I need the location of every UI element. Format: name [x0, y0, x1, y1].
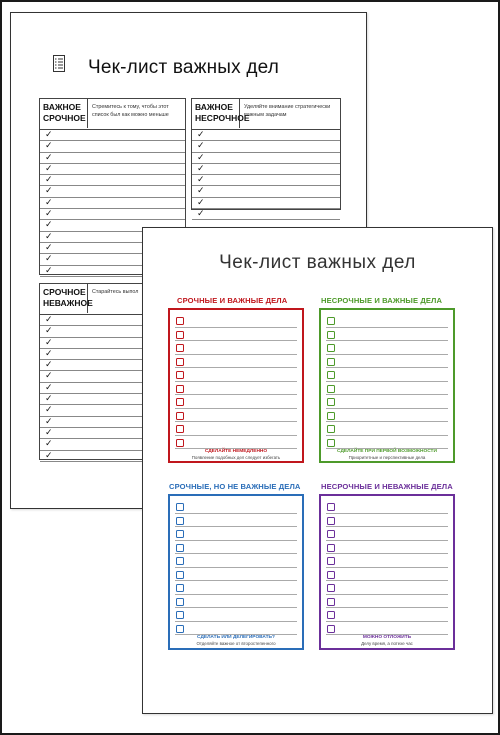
checkmark-icon: ✓	[45, 162, 53, 173]
checkmark-icon: ✓	[45, 151, 53, 162]
checkbox-icon[interactable]	[176, 371, 184, 379]
checklist-row	[40, 198, 185, 209]
front-sheet	[142, 227, 493, 714]
checkmark-icon: ✓	[45, 253, 53, 264]
quadrant-not-urgent-not-important	[319, 494, 455, 650]
back-quadrant-important-not-urgent	[191, 98, 341, 219]
checkmark-icon: ✓	[45, 347, 53, 358]
checklist-row	[192, 175, 340, 186]
checklist-row	[192, 164, 340, 175]
checklist-row	[40, 153, 185, 164]
checklist-row	[175, 581, 297, 595]
checklist-row	[175, 595, 297, 609]
checkbox-icon[interactable]	[327, 385, 335, 393]
checklist-row	[326, 568, 448, 582]
checkbox-icon[interactable]	[327, 425, 335, 433]
checklist-row	[175, 314, 297, 328]
checklist-row	[40, 164, 185, 175]
checkmark-icon: ✓	[197, 151, 205, 162]
checklist-row	[40, 175, 185, 186]
quadrant-label-urgent-not-important: СРОЧНЫЕ, НО НЕ ВАЖНЫЕ ДЕЛА	[169, 482, 301, 491]
quadrant-title: ВАЖНОЕ НЕСРОЧНОЕ	[195, 99, 240, 128]
quadrant-footer-title: МОЖНО ОТЛОЖИТЬ	[362, 635, 412, 640]
front-sheet-title: Чек-лист важных дел	[219, 252, 416, 273]
checkmark-icon: ✓	[45, 381, 53, 392]
checkbox-icon[interactable]	[327, 530, 335, 538]
quadrant-footer-subtitle: Отделяйте важное от второстепенного	[196, 641, 276, 646]
checklist-row	[175, 500, 297, 514]
quadrant-description: Стремитесь к тому, чтобы этот список был как можно меньше	[92, 104, 169, 118]
checkbox-icon[interactable]	[176, 611, 184, 619]
checkbox-icon[interactable]	[327, 625, 335, 633]
checklist-row	[326, 554, 448, 568]
checkbox-icon[interactable]	[327, 611, 335, 619]
checklist-row	[326, 328, 448, 342]
checklist-rows	[326, 500, 448, 635]
checkmark-icon: ✓	[45, 393, 53, 404]
checklist-row	[175, 341, 297, 355]
checklist-row	[175, 368, 297, 382]
checkmark-icon: ✓	[197, 185, 205, 196]
checklist-row	[326, 581, 448, 595]
checkmark-icon: ✓	[45, 438, 53, 449]
checklist-row	[326, 608, 448, 622]
checkbox-icon[interactable]	[176, 331, 184, 339]
checklist-row	[40, 141, 185, 152]
checkbox-icon[interactable]	[327, 571, 335, 579]
checkbox-icon[interactable]	[327, 331, 335, 339]
checkbox-icon[interactable]	[327, 412, 335, 420]
checklist-row	[326, 368, 448, 382]
checklist-row	[326, 355, 448, 369]
checkbox-icon[interactable]	[176, 385, 184, 393]
checklist-row	[175, 514, 297, 528]
checklist-row	[326, 541, 448, 555]
checkmark-icon: ✓	[45, 219, 53, 230]
checkmark-icon: ✓	[45, 404, 53, 415]
document-list-icon	[53, 55, 65, 72]
checkmark-icon: ✓	[45, 314, 53, 324]
checklist-row	[192, 153, 340, 164]
checkmark-icon: ✓	[45, 264, 53, 275]
checkbox-icon[interactable]	[176, 425, 184, 433]
checkmark-icon: ✓	[45, 140, 53, 151]
checkbox-icon[interactable]	[176, 317, 184, 325]
quadrant-label-important-not-urgent: НЕСРОЧНЫЕ И ВАЖНЫЕ ДЕЛА	[321, 296, 443, 305]
checklist-row	[175, 328, 297, 342]
checklist-row	[175, 422, 297, 436]
checkmark-icon: ✓	[45, 370, 53, 381]
checkmark-icon: ✓	[45, 325, 53, 336]
checklist-rows	[175, 314, 297, 449]
checkbox-icon[interactable]	[176, 571, 184, 579]
checklist-rows	[175, 500, 297, 635]
checkbox-icon[interactable]	[176, 358, 184, 366]
checklist-row	[326, 527, 448, 541]
checklist-row	[40, 209, 185, 220]
quadrant-label-not-urgent-not-important: НЕСРОЧНЫЕ И НЕВАЖНЫЕ ДЕЛА	[321, 482, 453, 491]
checklist-row	[326, 382, 448, 396]
checklist-row	[326, 395, 448, 409]
checklist-row	[175, 568, 297, 582]
checklist-rows	[326, 314, 448, 449]
checklist-row	[326, 422, 448, 436]
checklist-rows	[192, 130, 340, 220]
checklist-row	[326, 314, 448, 328]
checkbox-icon[interactable]	[327, 517, 335, 525]
checklist-row	[175, 436, 297, 450]
checkmark-icon: ✓	[45, 185, 53, 196]
checkmark-icon: ✓	[45, 208, 53, 219]
quadrant-description: Старайтесь выпол	[92, 289, 139, 295]
checklist-row	[175, 355, 297, 369]
checkmark-icon: ✓	[197, 174, 205, 185]
checkmark-icon: ✓	[197, 196, 205, 207]
quadrant-title: ВАЖНОЕ СРОЧНОЕ	[43, 99, 88, 128]
checkmark-icon: ✓	[197, 129, 205, 139]
checkbox-icon[interactable]	[327, 557, 335, 565]
checklist-row	[192, 130, 340, 141]
checklist-row	[175, 382, 297, 396]
checkmark-icon: ✓	[45, 359, 53, 370]
checklist-row	[192, 198, 340, 209]
quadrant-footer-title: СДЕЛАТЬ ИЛИ ДЕЛЕГИРОВАТЬ?	[197, 635, 275, 640]
checkbox-icon[interactable]	[327, 598, 335, 606]
checkmark-icon: ✓	[45, 241, 53, 252]
checkbox-icon[interactable]	[327, 398, 335, 406]
checkbox-icon[interactable]	[176, 503, 184, 511]
checkbox-icon[interactable]	[176, 584, 184, 592]
checklist-row	[326, 595, 448, 609]
checkbox-icon[interactable]	[327, 371, 335, 379]
checklist-row	[175, 409, 297, 423]
checkbox-icon[interactable]	[327, 503, 335, 511]
checkmark-icon: ✓	[45, 336, 53, 347]
quadrant-footer-title: СДЕЛАЙТЕ НЕМЕДЛЕННО	[204, 449, 268, 454]
back-sheet-title: Чек-лист важных дел	[88, 57, 280, 78]
checklist-row	[326, 341, 448, 355]
checklist-row	[192, 141, 340, 152]
checklist-row	[326, 409, 448, 423]
checklist-row	[40, 186, 185, 197]
checklist-row	[175, 622, 297, 636]
checkbox-icon[interactable]	[176, 439, 184, 447]
checkbox-icon[interactable]	[176, 412, 184, 420]
quadrant-footer-subtitle: Появление подобных дел следует избегать	[191, 455, 281, 460]
checklist-row	[175, 554, 297, 568]
quadrant-description: Уделяйте внимание стратегически важным задачам	[244, 104, 331, 118]
quadrant-urgent-not-important	[168, 494, 304, 650]
checkmark-icon: ✓	[197, 208, 205, 219]
checkbox-icon[interactable]	[327, 358, 335, 366]
quadrant-footer-subtitle: Приоритетные и перспективные дела	[348, 455, 426, 460]
checklist-row	[175, 527, 297, 541]
checkbox-icon[interactable]	[176, 517, 184, 525]
quadrant-footer-subtitle: Делу время, а потехе час	[361, 641, 413, 646]
checkmark-icon: ✓	[45, 129, 53, 139]
checkbox-icon[interactable]	[176, 344, 184, 352]
checkmark-icon: ✓	[45, 415, 53, 426]
quadrant-title: СРОЧНОЕ НЕВАЖНОЕ	[43, 284, 88, 313]
checkmark-icon: ✓	[45, 230, 53, 241]
checkbox-icon[interactable]	[327, 317, 335, 325]
checklist-row	[192, 186, 340, 197]
checklist-row	[175, 541, 297, 555]
quadrant-label-urgent-important: СРОЧНЫЕ И ВАЖНЫЕ ДЕЛА	[177, 296, 288, 305]
checkbox-icon[interactable]	[176, 544, 184, 552]
checklist-row	[175, 608, 297, 622]
checkbox-icon[interactable]	[327, 344, 335, 352]
checklist-row	[192, 209, 340, 220]
checkmark-icon: ✓	[45, 196, 53, 207]
checklist-row	[326, 436, 448, 450]
checkbox-icon[interactable]	[176, 625, 184, 633]
checklist-row	[326, 514, 448, 528]
quadrant-urgent-important	[168, 308, 304, 463]
checklist-row	[40, 130, 185, 141]
checkbox-icon[interactable]	[176, 557, 184, 565]
checkmark-icon: ✓	[45, 449, 53, 460]
quadrant-important-not-urgent	[319, 308, 455, 463]
checkmark-icon: ✓	[197, 162, 205, 173]
checklist-row	[326, 622, 448, 636]
checkbox-icon[interactable]	[327, 544, 335, 552]
checkbox-icon[interactable]	[327, 439, 335, 447]
checkbox-icon[interactable]	[176, 530, 184, 538]
checklist-row	[326, 500, 448, 514]
checkbox-icon[interactable]	[176, 398, 184, 406]
quadrant-footer-title: СДЕЛАЙТЕ ПРИ ПЕРВОЙ ВОЗМОЖНОСТИ	[337, 449, 437, 454]
checkmark-icon: ✓	[45, 174, 53, 185]
checkmark-icon: ✓	[45, 426, 53, 437]
checkbox-icon[interactable]	[327, 584, 335, 592]
checkmark-icon: ✓	[197, 140, 205, 151]
checklist-row	[175, 395, 297, 409]
checkbox-icon[interactable]	[176, 598, 184, 606]
